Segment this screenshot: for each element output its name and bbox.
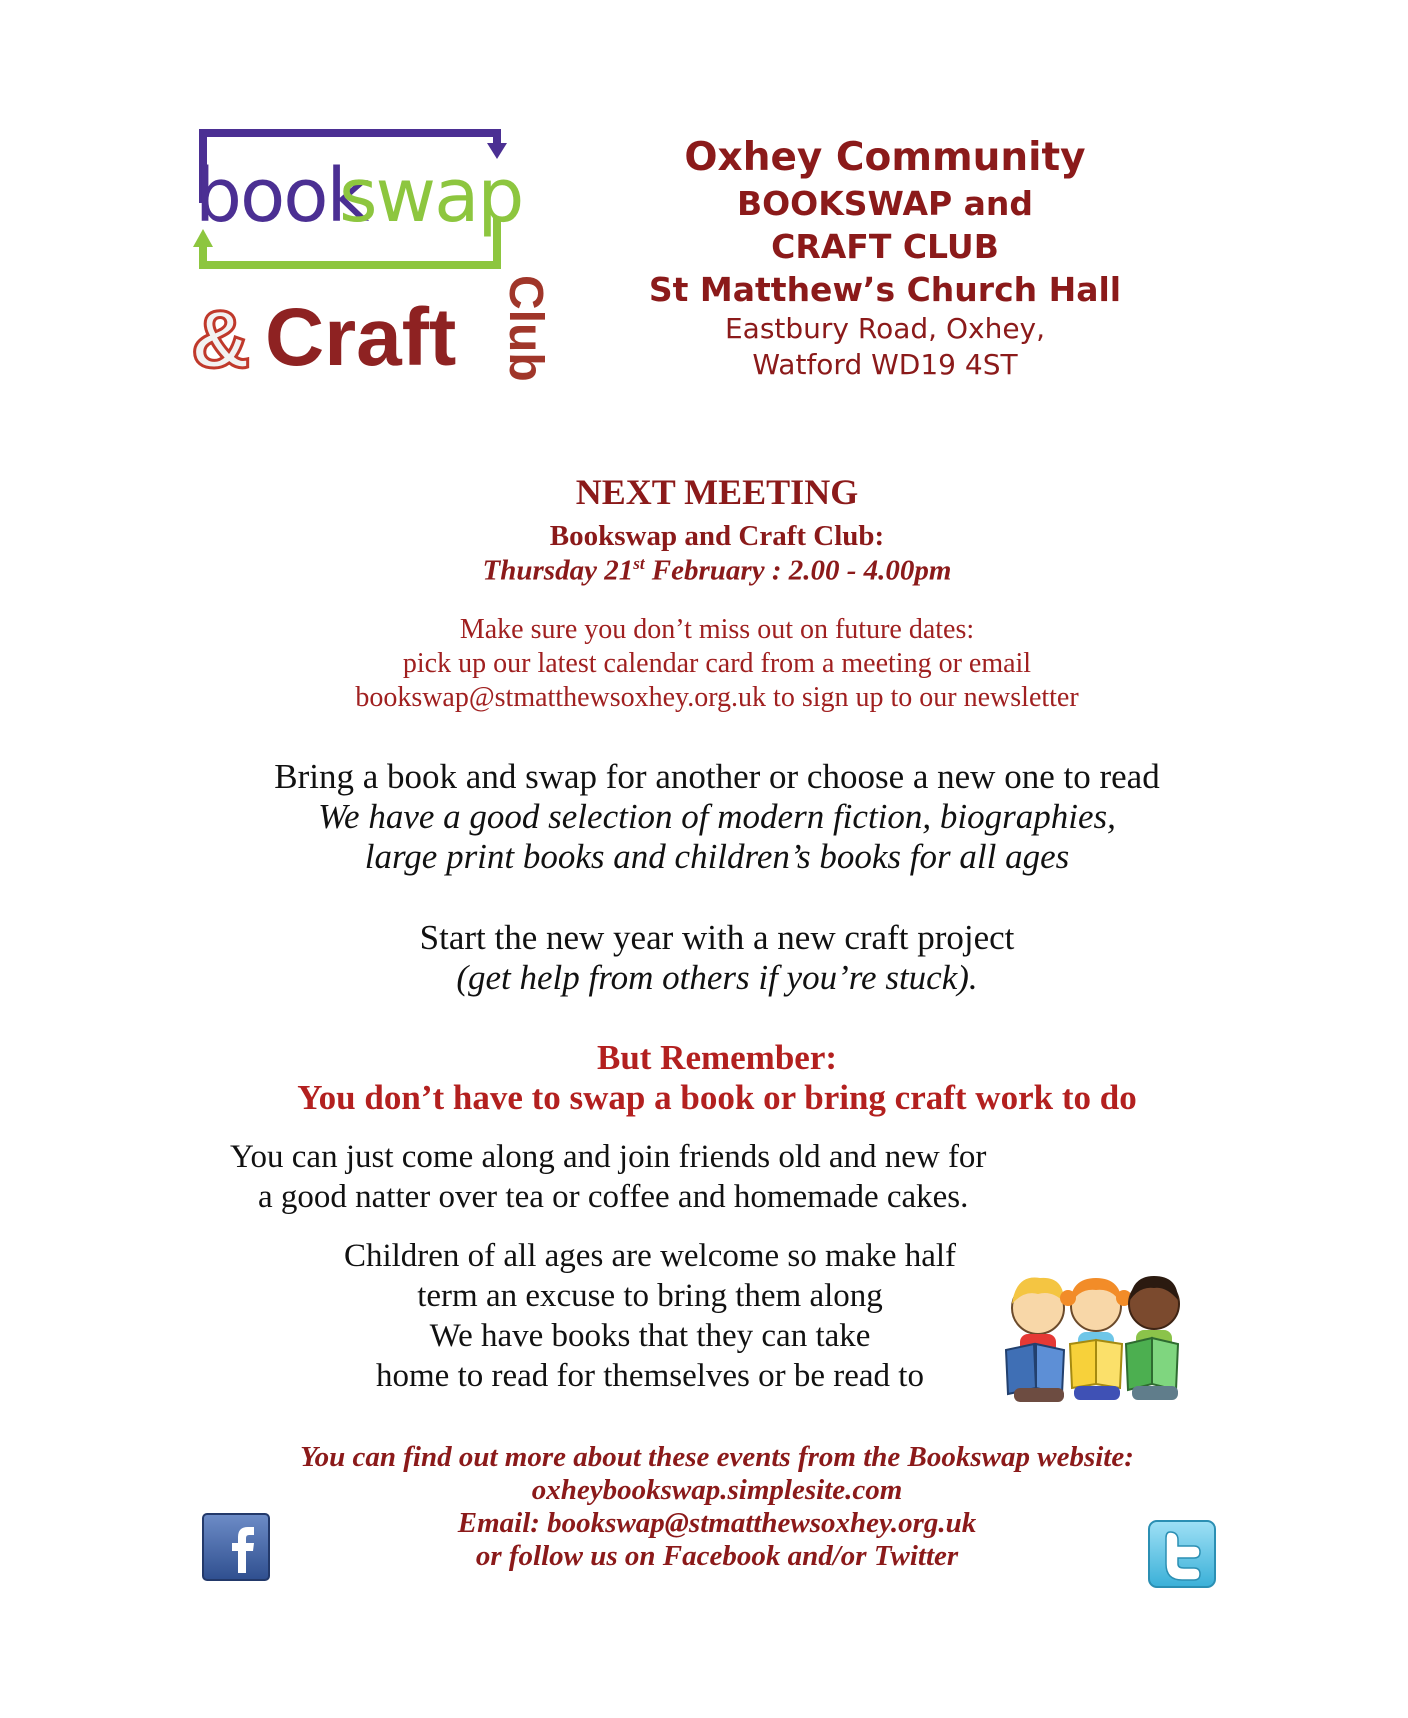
children-reading-illustration xyxy=(1000,1260,1190,1412)
logo-graphic xyxy=(191,125,552,425)
logo-ampersand: & xyxy=(191,294,251,385)
logo-word-craft: Craft xyxy=(265,292,457,383)
remember-block xyxy=(150,1038,1284,1118)
books-paragraph xyxy=(150,757,1284,877)
facebook-icon[interactable] xyxy=(202,1513,270,1581)
org-title: Oxhey Community xyxy=(684,135,1086,180)
email-link[interactable]: Email: bookswap@stmatthewsoxhey.org.uk xyxy=(457,1507,977,1539)
next-meeting-heading: NEXT MEETING xyxy=(575,472,859,512)
venue-name: St Matthew’s Church Hall xyxy=(648,270,1122,309)
children-line4: home to read for themselves or be read to xyxy=(376,1358,924,1394)
natter-line1: You can just come along and join friends old and new for xyxy=(230,1139,987,1175)
craft-line2: (get help from others if you’re stuck). xyxy=(456,958,978,997)
notice-line1: Make sure you don’t miss out on future dates: xyxy=(459,614,975,645)
children-line2: term an excuse to bring them along xyxy=(417,1278,883,1314)
craft-line1: Start the new year with a new craft project xyxy=(419,918,1015,957)
natter-line2: a good natter over tea or coffee and homemade cakes. xyxy=(258,1179,969,1215)
natter-paragraph xyxy=(230,1137,1110,1217)
address-line1: Eastbury Road, Oxhey, xyxy=(724,312,1046,345)
logo-word-club: Club xyxy=(499,275,552,382)
logo-word-book: book xyxy=(195,153,368,239)
books-line2: We have a good selection of modern fiction, biographies, xyxy=(318,797,1116,836)
remember-line1: But Remember: xyxy=(596,1038,838,1077)
books-line1: Bring a book and swap for another or choose a new one to read xyxy=(274,757,1160,796)
footer-line1: You can find out more about these events from the Bookswap website: xyxy=(300,1441,1134,1473)
children-line1: Children of all ages are welcome so make half xyxy=(343,1238,957,1274)
children-line3: We have books that they can take xyxy=(429,1318,871,1354)
kids-graphic xyxy=(1000,1260,1190,1412)
facebook-icon-graphic xyxy=(202,1513,270,1581)
twitter-icon-graphic xyxy=(1148,1520,1216,1588)
books-line3: large print books and children’s books for all ages xyxy=(364,837,1070,876)
meeting-date-suffix: February : 2.00 - 4.00pm xyxy=(644,554,952,587)
bookswap-craft-club-logo xyxy=(191,125,552,425)
newsletter-notice xyxy=(150,613,1284,715)
footer-block xyxy=(150,1441,1284,1573)
logo-word-swap: swap xyxy=(339,153,523,239)
header-block xyxy=(610,134,1160,383)
meeting-date-sup: st xyxy=(633,554,645,573)
craft-paragraph xyxy=(150,918,1284,998)
footer-line4: or follow us on Facebook and/or Twitter xyxy=(475,1540,959,1572)
remember-line2: You don’t have to swap a book or bring craft work to do xyxy=(297,1078,1137,1117)
children-paragraph xyxy=(300,1236,1000,1396)
meeting-subheading: Bookswap and Craft Club: xyxy=(549,520,885,552)
meeting-date-prefix: Thursday 21 xyxy=(482,554,634,587)
event-title-line2: CRAFT CLUB xyxy=(771,227,999,266)
event-title-line1: BOOKSWAP and xyxy=(736,184,1034,223)
twitter-icon[interactable] xyxy=(1148,1520,1216,1588)
meeting-date xyxy=(150,554,1284,588)
website-link[interactable]: oxheybookswap.simplesite.com xyxy=(531,1474,903,1506)
address-line2: Watford WD19 4ST xyxy=(752,348,1018,381)
notice-line2: pick up our latest calendar card from a meeting or email xyxy=(402,648,1032,679)
notice-line3: bookswap@stmatthewsoxhey.org.uk to sign up to our newsletter xyxy=(355,682,1079,713)
